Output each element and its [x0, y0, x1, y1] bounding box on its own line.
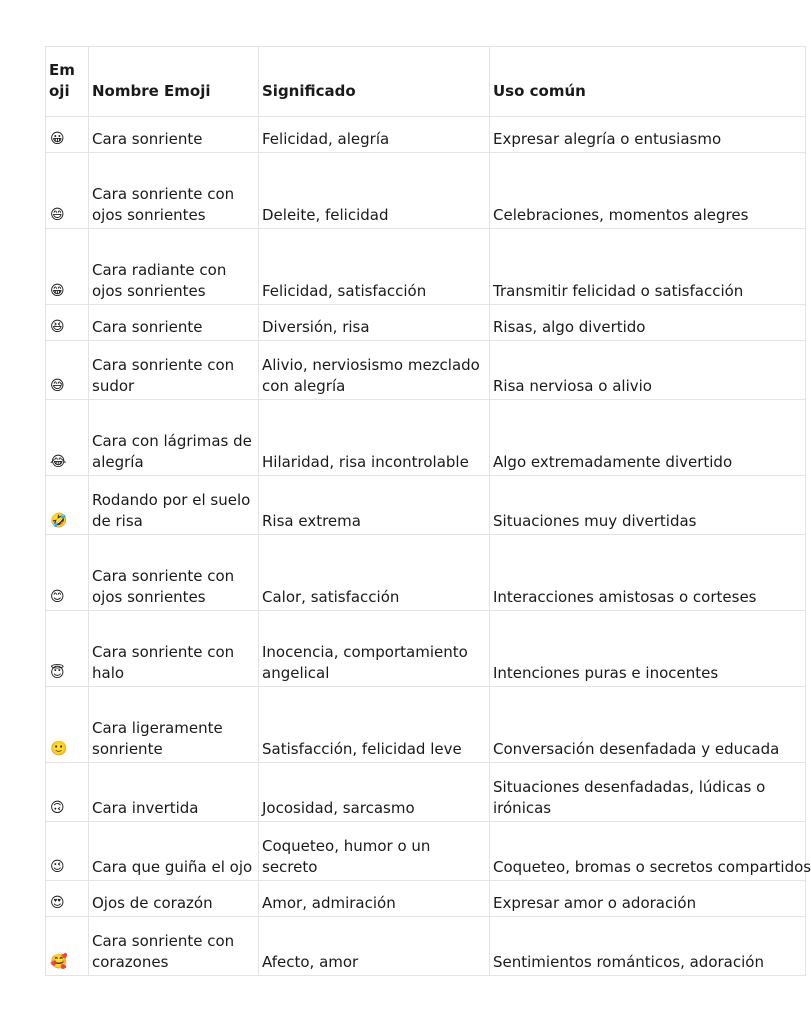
meaning-cell: Diversión, risa — [259, 305, 490, 341]
header-emoji: Emoji — [46, 47, 89, 117]
emoji-cell — [46, 117, 89, 153]
emoji-cell — [46, 881, 89, 917]
rolling-on-floor-laughing-icon: 🤣 — [50, 513, 68, 529]
usage-cell: Coqueteo, bromas o secretos compartidos — [490, 822, 806, 881]
emoji-cell — [46, 535, 89, 611]
meaning-cell: Alivio, nerviosismo mezclado con alegría — [259, 341, 490, 400]
usage-cell: Transmitir felicidad o satisfacción — [490, 229, 806, 305]
table-row — [46, 341, 806, 400]
meaning-cell: Calor, satisfacción — [259, 535, 490, 611]
emoji-cell — [46, 917, 89, 976]
upside-down-face-icon: 🙃 — [50, 800, 65, 816]
grinning-squinting-face-icon: 😆 — [50, 319, 65, 335]
name-cell: Cara radiante con ojos sonrientes — [89, 229, 259, 305]
header-meaning: Significado — [259, 47, 490, 117]
name-cell: Ojos de corazón — [89, 881, 259, 917]
meaning-cell: Deleite, felicidad — [259, 153, 490, 229]
header-name: Nombre Emoji — [89, 47, 259, 117]
meaning-cell: Felicidad, alegría — [259, 117, 490, 153]
name-cell: Cara sonriente con ojos sonrientes — [89, 535, 259, 611]
usage-cell: Risa nerviosa o alivio — [490, 341, 806, 400]
table-body — [46, 117, 811, 976]
usage-cell: Risas, algo divertido — [490, 305, 806, 341]
table-row — [46, 763, 806, 822]
emoji-cell — [46, 341, 89, 400]
grinning-face-smiling-eyes-icon: 😄 — [50, 207, 65, 223]
table-row — [46, 822, 806, 881]
table-row — [46, 535, 806, 611]
usage-cell: Expresar alegría o entusiasmo — [490, 117, 806, 153]
name-cell: Cara sonriente — [89, 117, 259, 153]
emoji-cell — [46, 611, 89, 687]
name-cell: Cara sonriente con corazones — [89, 917, 259, 976]
table-row — [46, 611, 806, 687]
table-row — [46, 153, 806, 229]
table-row — [46, 917, 806, 976]
face-tears-of-joy-icon: 😂 — [50, 454, 67, 470]
meaning-cell: Amor, admiración — [259, 881, 490, 917]
name-cell: Cara sonriente con sudor — [89, 341, 259, 400]
usage-cell: Sentimientos románticos, adoración — [490, 917, 806, 976]
meaning-cell: Inocencia, comportamiento angelical — [259, 611, 490, 687]
smiling-face-hearts-icon: 🥰 — [50, 954, 68, 970]
emoji-cell — [46, 229, 89, 305]
meaning-cell: Satisfacción, felicidad leve — [259, 687, 490, 763]
usage-cell: Algo extremadamente divertido — [490, 400, 806, 476]
header-usage: Uso común — [490, 47, 806, 117]
smiling-face-halo-icon: 😇 — [50, 665, 65, 681]
emoji-cell — [46, 822, 89, 881]
emoji-cell — [46, 400, 89, 476]
table-row — [46, 400, 806, 476]
emoji-cell — [46, 476, 89, 535]
table-row — [46, 687, 806, 763]
table-row — [46, 229, 806, 305]
beaming-face-icon: 😁 — [50, 283, 65, 299]
usage-cell: Interacciones amistosas o corteses — [490, 535, 806, 611]
smiling-face-smiling-eyes-icon: 😊 — [50, 589, 65, 605]
usage-cell: Intenciones puras e inocentes — [490, 611, 806, 687]
name-cell: Rodando por el suelo de risa — [89, 476, 259, 535]
slightly-smiling-face-icon: 🙂 — [50, 741, 68, 757]
emoji-cell — [46, 305, 89, 341]
name-cell: Cara invertida — [89, 763, 259, 822]
usage-cell: Expresar amor o adoración — [490, 881, 806, 917]
usage-cell: Situaciones desenfadadas, lúdicas o irónicas — [490, 763, 806, 822]
table-row — [46, 476, 806, 535]
name-cell: Cara sonriente con ojos sonrientes — [89, 153, 259, 229]
table-row — [46, 881, 806, 917]
name-cell: Cara sonriente — [89, 305, 259, 341]
heart-eyes-face-icon: 😍 — [50, 895, 65, 911]
usage-cell: Conversación desenfadada y educada — [490, 687, 806, 763]
name-cell: Cara con lágrimas de alegría — [89, 400, 259, 476]
usage-cell: Situaciones muy divertidas — [490, 476, 806, 535]
name-cell: Cara ligeramente sonriente — [89, 687, 259, 763]
table-row — [46, 117, 806, 153]
grinning-face-icon: 😀 — [50, 131, 65, 147]
meaning-cell: Hilaridad, risa incontrolable — [259, 400, 490, 476]
name-cell: Cara sonriente con halo — [89, 611, 259, 687]
emoji-cell — [46, 687, 89, 763]
name-cell: Cara que guiña el ojo — [89, 822, 259, 881]
meaning-cell: Felicidad, satisfacción — [259, 229, 490, 305]
usage-cell: Celebraciones, momentos alegres — [490, 153, 806, 229]
table-row — [46, 305, 806, 341]
meaning-cell: Coqueteo, humor o un secreto — [259, 822, 490, 881]
meaning-cell: Afecto, amor — [259, 917, 490, 976]
emoji-cell — [46, 153, 89, 229]
emoji-cell — [46, 763, 89, 822]
grinning-face-sweat-icon: 😅 — [50, 378, 65, 394]
meaning-cell: Jocosidad, sarcasmo — [259, 763, 490, 822]
table-header-row — [46, 47, 806, 117]
winking-face-icon: 😉 — [50, 859, 65, 875]
emoji-table — [45, 46, 811, 976]
meaning-cell: Risa extrema — [259, 476, 490, 535]
